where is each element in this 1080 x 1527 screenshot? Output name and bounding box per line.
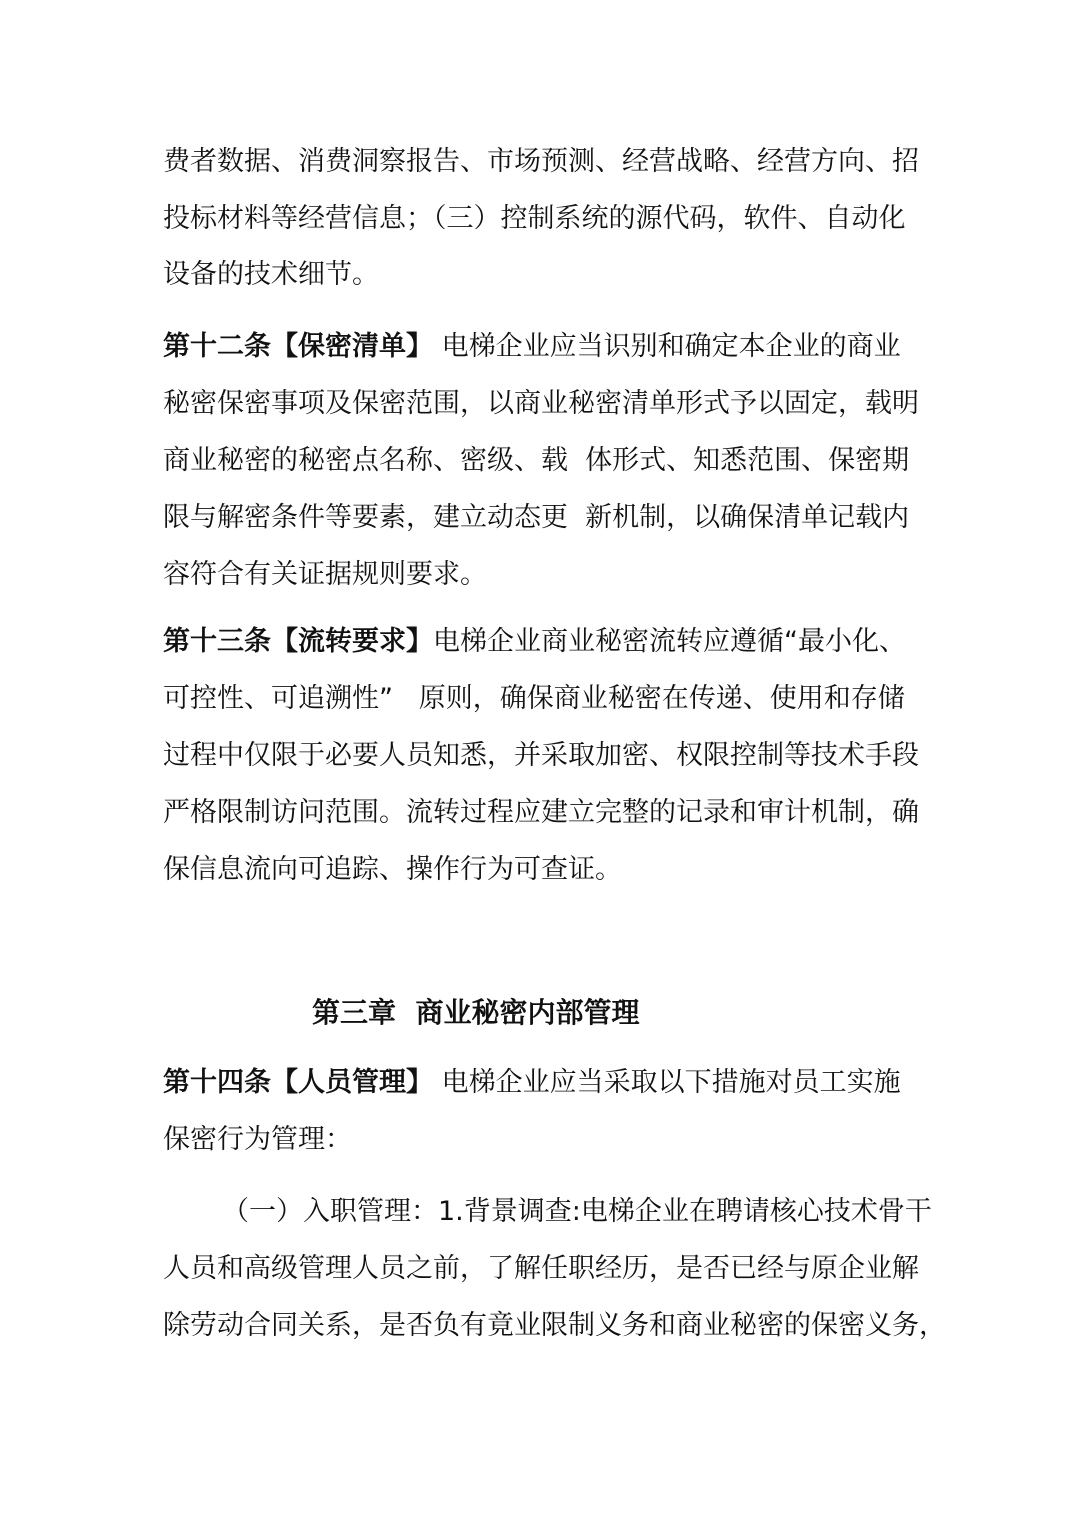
article-13-title: 第十三条【流转要求】 (163, 626, 433, 657)
article-14-text: 电梯企业应当采取以下措施对员工实施 (433, 1067, 901, 1098)
article-14-item-line: 人员和高级管理人员之前，了解任职经历，是否已经与原企业解 (163, 1253, 919, 1284)
article-12-title: 第十二条【保密清单】 (163, 331, 433, 362)
article-12-line: 秘密保密事项及保密范围，以商业秘密清单形式予以固定，载明 (163, 388, 919, 419)
article-13-first-line (163, 622, 906, 662)
article-13-line: 严格限制访问范围。流转过程应建立完整的记录和审计机制，确 (163, 797, 919, 828)
chapter-heading: 第三章 商业秘密内部管理 (312, 996, 640, 1029)
article-13-text: 电梯企业商业秘密流转应遵循“最小化、 (433, 626, 906, 657)
article-12-first-line (163, 327, 901, 367)
paragraph-line: 费者数据、消费洞察报告、市场预测、经营战略、经营方向、招 (163, 146, 919, 177)
article-14-title: 第十四条【人员管理】 (163, 1067, 433, 1098)
paragraph-line: 设备的技术细节。 (163, 259, 379, 290)
paragraph-line: 投标材料等经营信息；（三）控制系统的源代码，软件、自动化 (163, 203, 906, 234)
article-12-text: 电梯企业应当识别和确定本企业的商业 (433, 331, 901, 362)
article-14-item-line: 除劳动合同关系，是否负有竟业限制义务和商业秘密的保密义务， (163, 1310, 946, 1341)
article-13-line: 保信息流向可追踪、操作行为可查证。 (163, 854, 622, 885)
article-12-line: 商业秘密的秘密点名称、密级、载 体形式、知悉范围、保密期 (163, 445, 910, 476)
article-14-first-line (163, 1063, 901, 1103)
article-12-line: 容符合有关证据规则要求。 (163, 559, 487, 590)
article-13-line: 过程中仅限于必要人员知悉，并采取加密、权限控制等技术手段 (163, 740, 919, 771)
article-12-line: 限与解密条件等要素，建立动态更 新机制，以确保清单记载内 (163, 502, 910, 533)
article-14-line: 保密行为管理： (163, 1124, 352, 1155)
article-14-item-line: （一）入职管理：1.背景调查:电梯企业在聘请核心技术骨干 (222, 1196, 932, 1227)
article-13-line: 可控性、可追溯性” 原则，确保商业秘密在传递、使用和存储 (163, 683, 905, 714)
